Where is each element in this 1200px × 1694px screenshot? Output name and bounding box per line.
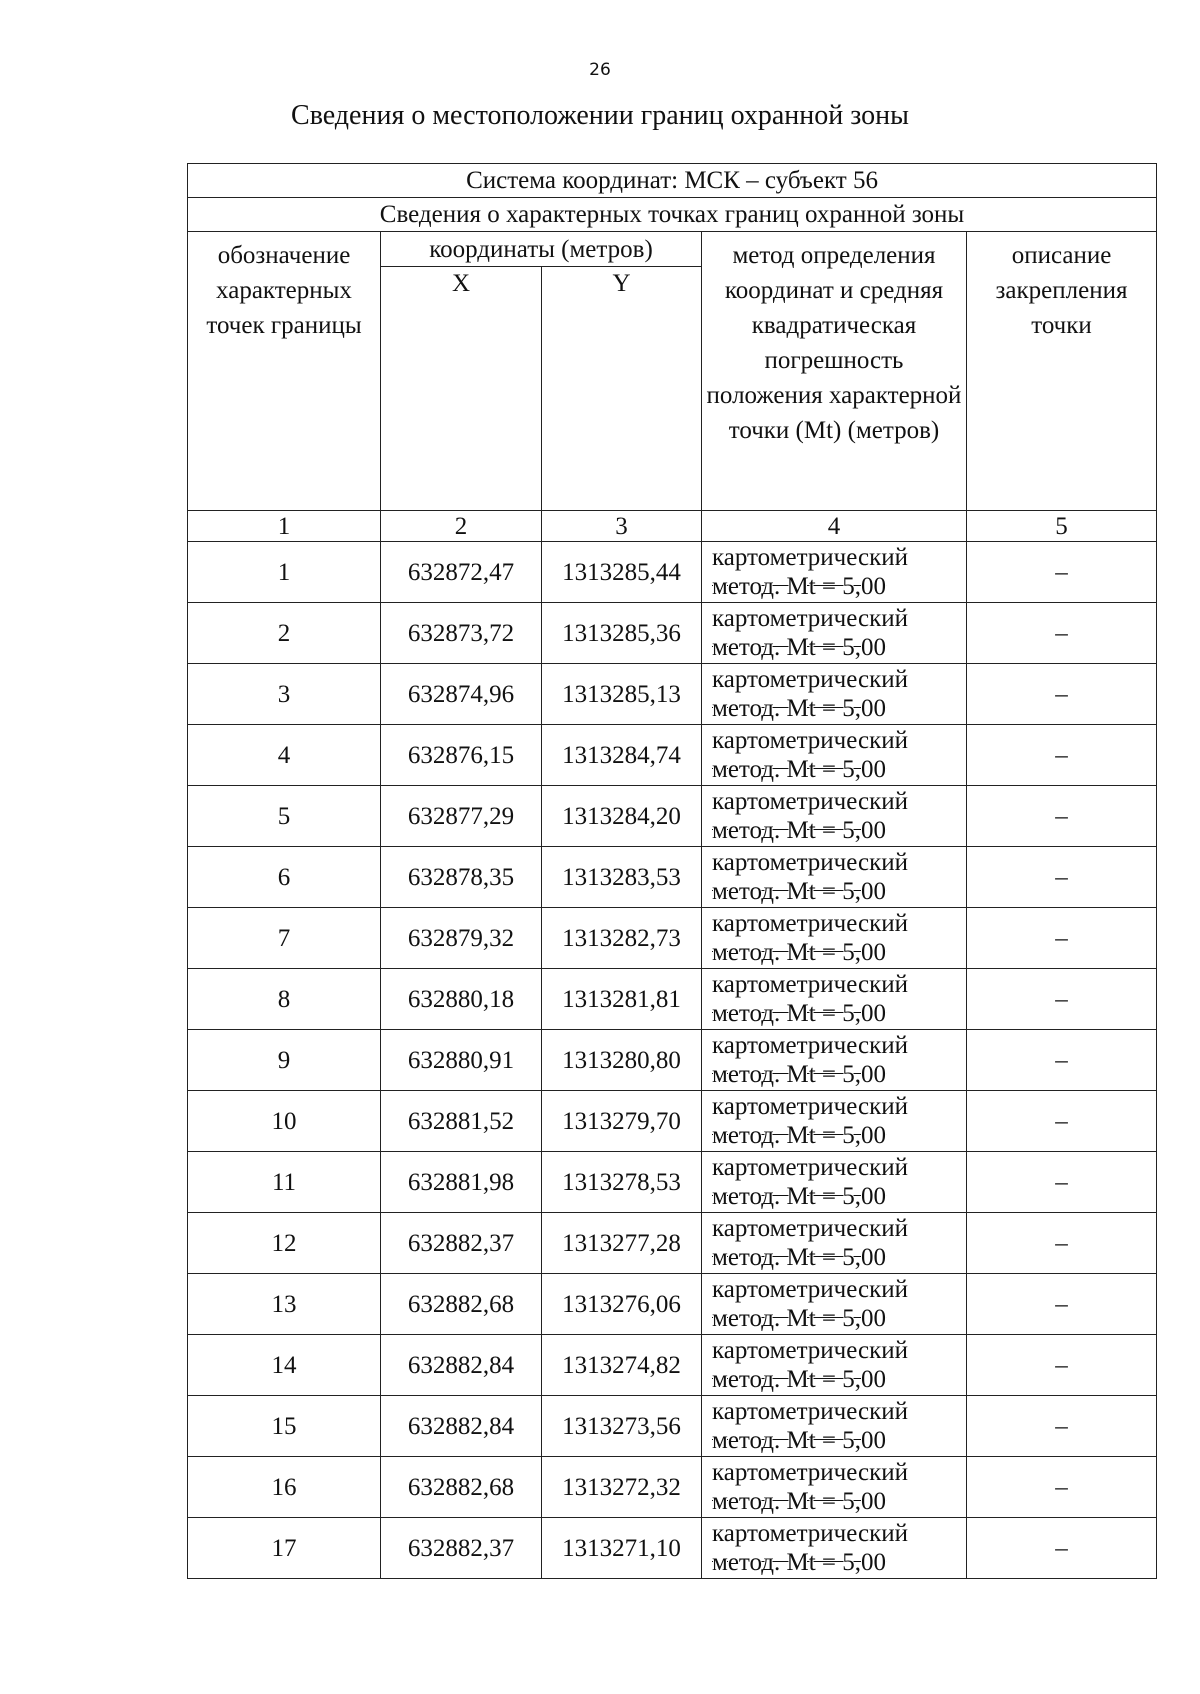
y-coordinate-cell: 1313281,81 bbox=[542, 969, 702, 1030]
column-number: 1 bbox=[188, 511, 381, 542]
description-cell: – bbox=[967, 908, 1157, 969]
table-row bbox=[188, 1335, 1157, 1396]
y-coordinate-cell: 1313273,56 bbox=[542, 1396, 702, 1457]
header-point: обозначение характерных точек границы bbox=[188, 232, 381, 511]
method-cell bbox=[702, 1213, 967, 1274]
method-accuracy: метод. Mt = 5,00 bbox=[712, 817, 887, 844]
method-name: картометрический bbox=[712, 1154, 908, 1181]
x-coordinate-cell: 632882,37 bbox=[381, 1213, 542, 1274]
page-title: Сведения о местоположении границ охранной зоны bbox=[291, 100, 909, 131]
description-cell: – bbox=[967, 1091, 1157, 1152]
y-coordinate-cell: 1313280,80 bbox=[542, 1030, 702, 1091]
method-accuracy: метод. Mt = 5,00 bbox=[712, 695, 887, 722]
method-cell bbox=[702, 1030, 967, 1091]
method-cell bbox=[702, 725, 967, 786]
method-accuracy: метод. Mt = 5,00 bbox=[712, 1549, 887, 1576]
point-number-cell: 5 bbox=[188, 786, 381, 847]
description-cell: – bbox=[967, 1396, 1157, 1457]
method-name: картометрический bbox=[712, 849, 908, 876]
method-cell bbox=[702, 1152, 967, 1213]
header-y: Y bbox=[542, 267, 702, 511]
method-accuracy: метод. Mt = 5,00 bbox=[712, 756, 887, 783]
point-number-cell: 11 bbox=[188, 1152, 381, 1213]
y-coordinate-cell: 1313279,70 bbox=[542, 1091, 702, 1152]
y-coordinate-cell: 1313282,73 bbox=[542, 908, 702, 969]
point-number-cell: 12 bbox=[188, 1213, 381, 1274]
header-coords: координаты (метров) bbox=[381, 232, 702, 267]
table-row bbox=[188, 725, 1157, 786]
method-name: картометрический bbox=[712, 727, 908, 754]
x-coordinate-cell: 632872,47 bbox=[381, 542, 542, 603]
column-number: 5 bbox=[967, 511, 1157, 542]
coordinate-system-cell: Система координат: МСК – субъект 56 bbox=[188, 164, 1157, 198]
method-accuracy: метод. Mt = 5,00 bbox=[712, 1366, 887, 1393]
method-cell bbox=[702, 969, 967, 1030]
method-name: картометрический bbox=[712, 1398, 908, 1425]
column-number: 2 bbox=[381, 511, 542, 542]
point-number-cell: 13 bbox=[188, 1274, 381, 1335]
x-coordinate-cell: 632881,52 bbox=[381, 1091, 542, 1152]
point-number-cell: 17 bbox=[188, 1518, 381, 1579]
coordinate-system-row bbox=[188, 164, 1157, 198]
description-cell: – bbox=[967, 1152, 1157, 1213]
method-accuracy: метод. Mt = 5,00 bbox=[712, 1427, 887, 1454]
coordinates-table bbox=[187, 163, 1157, 1579]
method-cell bbox=[702, 664, 967, 725]
table-row bbox=[188, 908, 1157, 969]
point-number-cell: 16 bbox=[188, 1457, 381, 1518]
description-cell: – bbox=[967, 1030, 1157, 1091]
y-coordinate-cell: 1313284,20 bbox=[542, 786, 702, 847]
method-cell bbox=[702, 847, 967, 908]
y-coordinate-cell: 1313285,36 bbox=[542, 603, 702, 664]
point-number-cell: 6 bbox=[188, 847, 381, 908]
table-row bbox=[188, 603, 1157, 664]
x-coordinate-cell: 632882,84 bbox=[381, 1396, 542, 1457]
method-name: картометрический bbox=[712, 1520, 908, 1547]
table-row bbox=[188, 1457, 1157, 1518]
point-number-cell: 1 bbox=[188, 542, 381, 603]
method-accuracy: метод. Mt = 5,00 bbox=[712, 1061, 887, 1088]
description-cell: – bbox=[967, 1274, 1157, 1335]
point-number-cell: 9 bbox=[188, 1030, 381, 1091]
method-accuracy: метод. Mt = 5,00 bbox=[712, 573, 887, 600]
method-accuracy: метод. Mt = 5,00 bbox=[712, 1000, 887, 1027]
method-cell bbox=[702, 786, 967, 847]
method-name: картометрический bbox=[712, 1093, 908, 1120]
point-number-cell: 3 bbox=[188, 664, 381, 725]
point-number-cell: 10 bbox=[188, 1091, 381, 1152]
column-number: 4 bbox=[702, 511, 967, 542]
description-cell: – bbox=[967, 664, 1157, 725]
header-row bbox=[188, 232, 1157, 267]
method-accuracy: метод. Mt = 5,00 bbox=[712, 1122, 887, 1149]
x-coordinate-cell: 632876,15 bbox=[381, 725, 542, 786]
table-row bbox=[188, 786, 1157, 847]
method-accuracy: метод. Mt = 5,00 bbox=[712, 1305, 887, 1332]
y-coordinate-cell: 1313277,28 bbox=[542, 1213, 702, 1274]
point-number-cell: 15 bbox=[188, 1396, 381, 1457]
method-accuracy: метод. Mt = 5,00 bbox=[712, 634, 887, 661]
table-row bbox=[188, 1030, 1157, 1091]
method-name: картометрический bbox=[712, 1337, 908, 1364]
method-name: картометрический bbox=[712, 1459, 908, 1486]
method-cell bbox=[702, 1457, 967, 1518]
method-accuracy: метод. Mt = 5,00 bbox=[712, 1244, 887, 1271]
table-row bbox=[188, 1518, 1157, 1579]
table-row bbox=[188, 1091, 1157, 1152]
table-row bbox=[188, 1274, 1157, 1335]
description-cell: – bbox=[967, 1335, 1157, 1396]
description-cell: – bbox=[967, 603, 1157, 664]
y-coordinate-cell: 1313276,06 bbox=[542, 1274, 702, 1335]
method-cell bbox=[702, 1091, 967, 1152]
description-cell: – bbox=[967, 542, 1157, 603]
x-coordinate-cell: 632882,68 bbox=[381, 1457, 542, 1518]
table-row bbox=[188, 1152, 1157, 1213]
point-number-cell: 14 bbox=[188, 1335, 381, 1396]
column-number-row bbox=[188, 511, 1157, 542]
method-name: картометрический bbox=[712, 544, 908, 571]
method-name: картометрический bbox=[712, 1276, 908, 1303]
method-cell bbox=[702, 1396, 967, 1457]
method-cell bbox=[702, 1335, 967, 1396]
y-coordinate-cell: 1313283,53 bbox=[542, 847, 702, 908]
y-coordinate-cell: 1313271,10 bbox=[542, 1518, 702, 1579]
header-description: описание закрепления точки bbox=[967, 232, 1157, 511]
description-cell: – bbox=[967, 969, 1157, 1030]
table-row bbox=[188, 542, 1157, 603]
method-cell bbox=[702, 1274, 967, 1335]
method-accuracy: метод. Mt = 5,00 bbox=[712, 878, 887, 905]
y-coordinate-cell: 1313285,44 bbox=[542, 542, 702, 603]
x-coordinate-cell: 632880,91 bbox=[381, 1030, 542, 1091]
x-coordinate-cell: 632877,29 bbox=[381, 786, 542, 847]
page-number: 26 bbox=[589, 60, 611, 80]
method-accuracy: метод. Mt = 5,00 bbox=[712, 939, 887, 966]
column-number: 3 bbox=[542, 511, 702, 542]
y-coordinate-cell: 1313284,74 bbox=[542, 725, 702, 786]
x-coordinate-cell: 632882,84 bbox=[381, 1335, 542, 1396]
point-number-cell: 2 bbox=[188, 603, 381, 664]
description-cell: – bbox=[967, 786, 1157, 847]
table-subtitle-row bbox=[188, 198, 1157, 232]
method-name: картометрический bbox=[712, 971, 908, 998]
x-coordinate-cell: 632881,98 bbox=[381, 1152, 542, 1213]
x-coordinate-cell: 632878,35 bbox=[381, 847, 542, 908]
y-coordinate-cell: 1313272,32 bbox=[542, 1457, 702, 1518]
x-coordinate-cell: 632882,68 bbox=[381, 1274, 542, 1335]
method-cell bbox=[702, 603, 967, 664]
method-cell bbox=[702, 542, 967, 603]
x-coordinate-cell: 632874,96 bbox=[381, 664, 542, 725]
table-subtitle-cell: Сведения о характерных точках границ охранной зоны bbox=[188, 198, 1157, 232]
description-cell: – bbox=[967, 847, 1157, 908]
method-name: картометрический bbox=[712, 1215, 908, 1242]
x-coordinate-cell: 632873,72 bbox=[381, 603, 542, 664]
method-cell bbox=[702, 1518, 967, 1579]
method-cell bbox=[702, 908, 967, 969]
header-x: X bbox=[381, 267, 542, 511]
description-cell: – bbox=[967, 725, 1157, 786]
method-accuracy: метод. Mt = 5,00 bbox=[712, 1488, 887, 1515]
method-accuracy: метод. Mt = 5,00 bbox=[712, 1183, 887, 1210]
description-cell: – bbox=[967, 1457, 1157, 1518]
method-name: картометрический bbox=[712, 605, 908, 632]
table-row bbox=[188, 969, 1157, 1030]
point-number-cell: 4 bbox=[188, 725, 381, 786]
y-coordinate-cell: 1313274,82 bbox=[542, 1335, 702, 1396]
table-row bbox=[188, 664, 1157, 725]
point-number-cell: 7 bbox=[188, 908, 381, 969]
method-name: картометрический bbox=[712, 788, 908, 815]
header-method: метод определения координат и средняя квадратическая погрешность положения характерной точки (Mt) (метров) bbox=[702, 232, 967, 511]
y-coordinate-cell: 1313285,13 bbox=[542, 664, 702, 725]
description-cell: – bbox=[967, 1518, 1157, 1579]
method-name: картометрический bbox=[712, 1032, 908, 1059]
method-name: картометрический bbox=[712, 910, 908, 937]
x-coordinate-cell: 632879,32 bbox=[381, 908, 542, 969]
y-coordinate-cell: 1313278,53 bbox=[542, 1152, 702, 1213]
table-row bbox=[188, 1396, 1157, 1457]
method-name: картометрический bbox=[712, 666, 908, 693]
table-row bbox=[188, 847, 1157, 908]
point-number-cell: 8 bbox=[188, 969, 381, 1030]
x-coordinate-cell: 632880,18 bbox=[381, 969, 542, 1030]
description-cell: – bbox=[967, 1213, 1157, 1274]
x-coordinate-cell: 632882,37 bbox=[381, 1518, 542, 1579]
table-row bbox=[188, 1213, 1157, 1274]
